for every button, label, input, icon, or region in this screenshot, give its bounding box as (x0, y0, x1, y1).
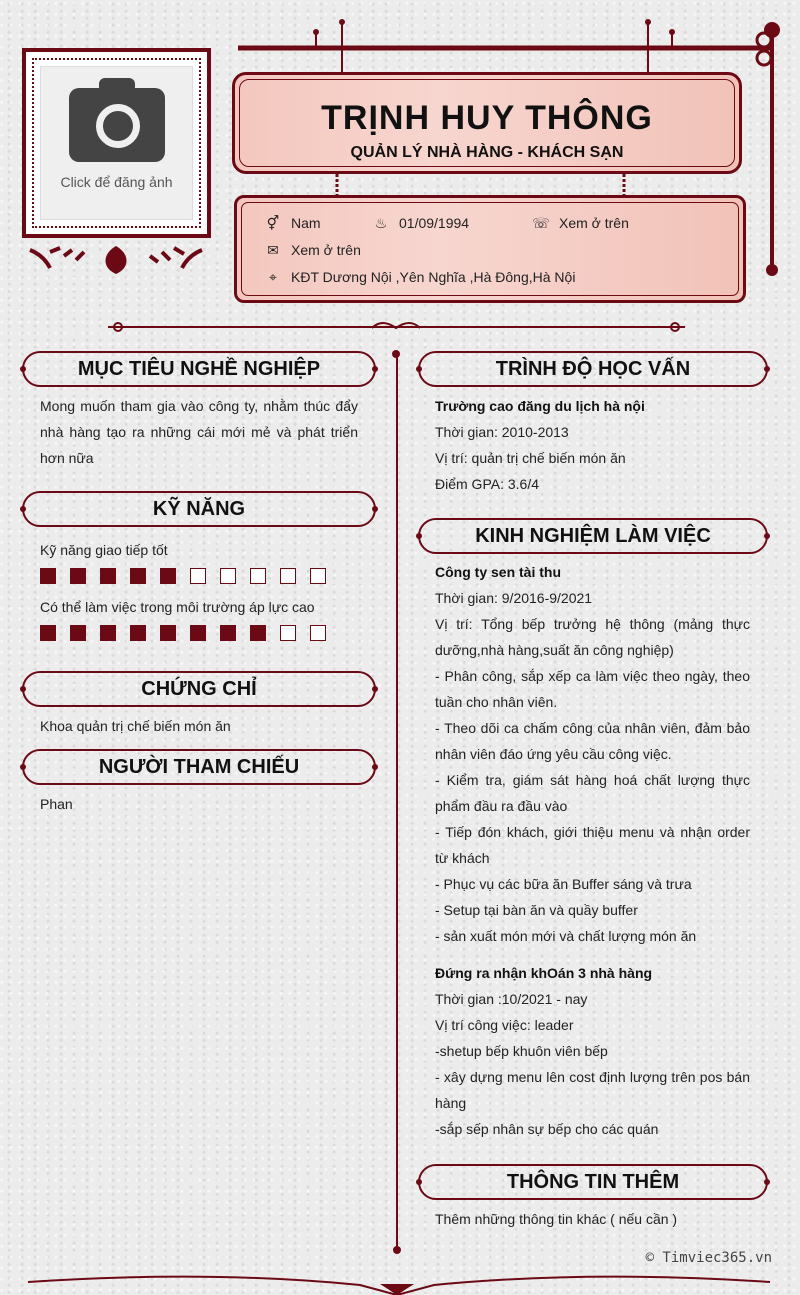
job-line: Vị trí công việc: leader (435, 1017, 574, 1033)
more-info-text[interactable]: Thêm những thông tin khác ( nếu cần ) (435, 1211, 678, 1227)
skill-square-empty[interactable] (250, 568, 266, 584)
skill-square-filled[interactable] (100, 568, 116, 584)
skill-rating[interactable] (40, 568, 326, 584)
camera-icon (69, 88, 165, 162)
gender-value[interactable]: Nam (291, 215, 321, 231)
email-value[interactable]: Xem ở trên (291, 242, 361, 258)
references-text[interactable]: Phan (40, 796, 73, 812)
job-line: - Kiểm tra, giám sát hàng hoá chất lượng thực phẩm đầu ra đầu vào (435, 772, 750, 814)
avatar-caption: Click để đăng ảnh (60, 174, 173, 190)
job-line: - Theo dõi ca chấm công của nhân viên, đảm bảo nhân viên đáo ứng yêu cầu công việc. (435, 720, 750, 762)
skill-square-filled[interactable] (40, 568, 56, 584)
address-value[interactable]: KĐT Dương Nội ,Yên Nghĩa ,Hà Đông,Hà Nội (291, 269, 576, 285)
education-heading: TRÌNH ĐỘ HỌC VẤN (418, 351, 768, 387)
education-block[interactable] (435, 393, 750, 497)
job-line: -sắp sếp nhân sự bếp cho các quán (435, 1121, 659, 1137)
skill-square-empty[interactable] (310, 625, 326, 641)
education-position: Vị trí: quản trị chế biến món ăn (435, 450, 626, 466)
skill-square-empty[interactable] (280, 568, 296, 584)
school-name: Trường cao đăng du lịch hà nội (435, 398, 645, 414)
email-icon: ✉ (267, 241, 279, 258)
name-plate (232, 72, 742, 174)
phone-value[interactable]: Xem ở trên (559, 215, 629, 231)
job-line: - Tiếp đón khách, giới thiệu menu và nhận order từ khách (435, 824, 750, 866)
skill-square-empty[interactable] (310, 568, 326, 584)
skill-square-filled[interactable] (190, 625, 206, 641)
skill-square-empty[interactable] (280, 625, 296, 641)
footer-copyright: © Timviec365.vn (645, 1250, 772, 1266)
skill-square-filled[interactable] (100, 625, 116, 641)
company-name: Đứng ra nhận khOán 3 nhà hàng (435, 965, 653, 981)
phone-icon: ☏ (532, 214, 550, 231)
skill-square-filled[interactable] (40, 625, 56, 641)
references-heading: NGƯỜI THAM CHIẾU (22, 749, 376, 785)
skill-square-filled[interactable] (160, 568, 176, 584)
more-info-heading: THÔNG TIN THÊM (418, 1164, 768, 1200)
skill-rating[interactable] (40, 625, 326, 641)
contact-info (234, 195, 746, 303)
candidate-name[interactable]: TRỊNH HUY THÔNG (321, 99, 653, 137)
skill-square-filled[interactable] (70, 568, 86, 584)
job-line: - Setup tại bàn ăn và quầy buffer (435, 902, 638, 918)
skills-heading: KỸ NĂNG (22, 491, 376, 527)
certificates-text[interactable]: Khoa quản trị chế biến món ăn (40, 718, 231, 734)
job-line: - xây dựng menu lên cost định lượng trên pos bán hàng (435, 1069, 750, 1111)
objective-text[interactable]: Mong muốn tham gia vào công ty, nhằm thúc đẩy nhà hàng tạo ra những cái mới mẻ và phát triển hơn nữa (40, 398, 358, 466)
job-time: Thời gian :10/2021 - nay (435, 991, 588, 1007)
skill-name[interactable]: Có thể làm việc trong môi trường áp lực cao (40, 599, 315, 615)
avatar-upload[interactable] (22, 48, 211, 238)
job-time: Thời gian: 9/2016-9/2021 (435, 590, 593, 606)
job-title[interactable]: QUẢN LÝ NHÀ HÀNG - KHÁCH SẠN (350, 144, 624, 161)
certificates-heading: CHỨNG CHỈ (22, 671, 376, 707)
job-line: - Phân công, sắp xếp ca làm việc theo ngày, theo tuần cho nhân viên. (435, 668, 750, 710)
location-icon: ⌖ (269, 268, 277, 285)
job-line: Vị trí: Tổng bếp trưởng hệ thông (mảng thực dưỡng,nhà hàng,suất ăn công nghiệp) (435, 616, 750, 658)
skill-square-empty[interactable] (190, 568, 206, 584)
skill-square-filled[interactable] (130, 625, 146, 641)
company-name: Công ty sen tài thu (435, 564, 561, 580)
skill-square-filled[interactable] (130, 568, 146, 584)
objective-heading: MỤC TIÊU NGHỀ NGHIỆP (22, 351, 376, 387)
skill-square-filled[interactable] (160, 625, 176, 641)
job-line: - sản xuất món mới và chất lượng món ăn (435, 928, 697, 944)
skill-square-filled[interactable] (220, 625, 236, 641)
education-gpa: Điểm GPA: 3.6/4 (435, 476, 540, 492)
skill-square-empty[interactable] (220, 568, 236, 584)
birthday-value[interactable]: 01/09/1994 (399, 215, 470, 231)
birthday-cake-icon: ♨ (374, 214, 388, 231)
skill-square-filled[interactable] (250, 625, 266, 641)
gender-icon: ⚥ (266, 214, 280, 231)
experience-heading: KINH NGHIỆM LÀM VIỆC (418, 518, 768, 554)
skill-name[interactable]: Kỹ năng giao tiếp tốt (40, 542, 168, 558)
experience-job[interactable] (435, 559, 750, 949)
experience-job[interactable] (435, 960, 750, 1142)
job-line: -shetup bếp khuôn viên bếp (435, 1043, 608, 1059)
education-time: Thời gian: 2010-2013 (435, 424, 569, 440)
job-line: - Phục vụ các bữa ăn Buffer sáng và trưa (435, 876, 692, 892)
skill-square-filled[interactable] (70, 625, 86, 641)
